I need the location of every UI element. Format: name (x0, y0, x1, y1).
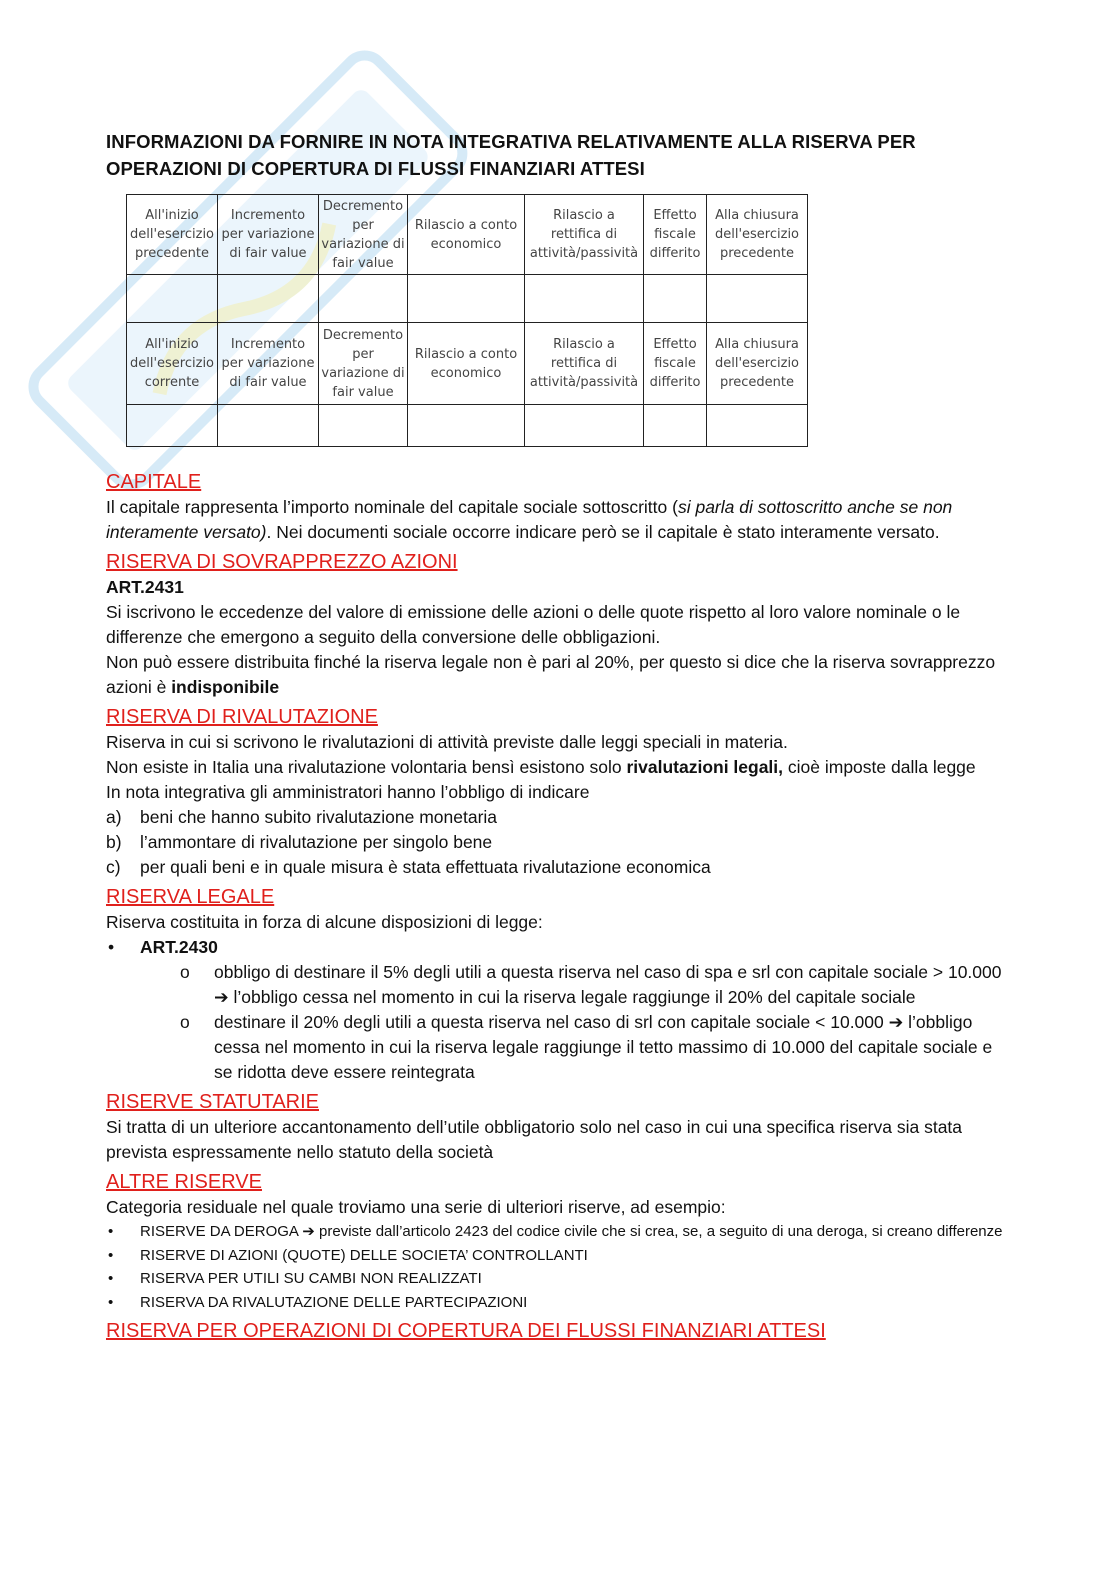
reserve-table (126, 194, 808, 447)
table-cell (707, 275, 808, 323)
capitale-text (106, 495, 1006, 545)
table-cell (408, 405, 525, 447)
text-run: l’obbligo cessa nel momento in cui la riserva legale raggiunge il 20% del capitale sociale (233, 987, 916, 1007)
legale-sublist (140, 960, 1006, 1085)
text-run: RISERVA DA RIVALUTAZIONE DELLE PARTECIPAZIONI (140, 1293, 528, 1311)
table-cell: All'inizio dell'esercizio corrente (127, 323, 218, 405)
list-item (140, 960, 1006, 1010)
text-run: l’obbligo cessa nel momento in cui la riserva legale raggiunge il tetto massimo di 10.000 del capitale sociale e se ridotta deve essere reintegrata (214, 1012, 993, 1082)
sovrapprezzo-p2 (106, 650, 1006, 700)
list-item (106, 1267, 1006, 1291)
rivalutazione-p2 (106, 755, 1006, 780)
heading-altre: ALTRE RISERVE (106, 1171, 262, 1193)
list-text: per quali beni e in quale misura è stata effettuata rivalutazione economica (140, 857, 711, 877)
text-run: . Nei documenti sociale occorre indicare però se il capitale è stato interamente versato. (266, 522, 940, 542)
bullet-icon: • (108, 1223, 114, 1240)
text-run: RISERVE DA DEROGA (140, 1223, 303, 1240)
table-cell: Effetto fiscale differito (644, 195, 707, 275)
table-cell: Effetto fiscale differito (644, 323, 707, 405)
heading-capitale: CAPITALE (106, 471, 202, 493)
list-text: beni che hanno subito rivalutazione monetaria (140, 807, 498, 827)
text-italic: si parla di sottoscritto anche se non interamente versato) (106, 497, 953, 542)
heading-legale: RISERVA LEGALE (106, 886, 275, 908)
list-item (106, 855, 1006, 880)
art-2431: ART.2431 (106, 577, 184, 597)
table-cell: All'inizio dell'esercizio precedente (127, 195, 218, 275)
bullet-icon: • (108, 1246, 114, 1264)
statutarie-p1: Si tratta di un ulteriore accantonamento dell’utile obbligatorio solo nel caso in cui una specifica riserva sia stata prevista espressamente nello statuto della società (106, 1117, 963, 1162)
table-cell: Decremento per variazione di fair value (319, 323, 408, 405)
altre-p1: Categoria residuale nel quale troviamo una serie di ulteriori riserve, ad esempio: (106, 1197, 726, 1217)
table-row (127, 195, 808, 275)
bullet-icon: • (108, 937, 115, 957)
table-cell: Incremento per variazione di fair value (218, 323, 319, 405)
table-cell: Rilascio a conto economico (408, 195, 525, 275)
table-row (127, 405, 808, 447)
text-run: obbligo di destinare il 5% degli utili a questa riserva nel caso di spa e srl con capitale sociale > 10.000 (214, 962, 1002, 982)
table-cell (408, 275, 525, 323)
table-row (127, 323, 808, 405)
arrow-right-icon: ➔ (214, 987, 234, 1007)
table-cell: Incremento per variazione di fair value (218, 195, 319, 275)
table-cell (319, 275, 408, 323)
list-marker: b) (106, 832, 122, 852)
bullet-icon: • (108, 1270, 114, 1287)
heading-sovrapprezzo: RISERVA DI SOVRAPPREZZO AZIONI (106, 551, 458, 573)
table-cell (319, 405, 408, 447)
table-cell (127, 275, 218, 323)
legale-list (106, 935, 1006, 1085)
text-bold: rivalutazioni legali, (626, 757, 784, 777)
table-cell: Alla chiusura dell'esercizio precedente (707, 195, 808, 275)
text-bold: ART.2430 (140, 937, 218, 957)
rivalutazione-p3: In nota integrativa gli amministratori hanno l’obbligo di indicare (106, 782, 590, 802)
table-cell (218, 405, 319, 447)
table-cell: Rilascio a rettifica di attività/passività (525, 323, 644, 405)
rivalutazione-list (106, 805, 1006, 880)
text-run: Il capitale rappresenta l’importo nominale del capitale sociale sottoscritto ( (106, 497, 678, 517)
text-run: RISERVA PER UTILI SU CAMBI NON REALIZZATI (140, 1270, 482, 1287)
sovrapprezzo-p1: Si iscrivono le eccedenze del valore di emissione delle azioni o delle quote rispetto al loro valore nominale o le differenze che emergono a seguito della conversione delle obbligazioni. (106, 602, 961, 647)
bullet-icon: • (108, 1293, 114, 1311)
table-cell (127, 405, 218, 447)
table-cell (218, 275, 319, 323)
list-marker: c) (106, 857, 121, 877)
text-run: cioè imposte dalla legge (783, 757, 976, 777)
list-item (106, 935, 1006, 1085)
text-run: destinare il 20% degli utili a questa riserva nel caso di srl con capitale sociale < 10.000 (214, 1012, 889, 1032)
list-text: l’ammontare di rivalutazione per singolo bene (140, 832, 493, 852)
altre-list (106, 1220, 1006, 1314)
text-bold: indisponibile (171, 677, 280, 697)
heading-rivalutazione: RISERVA DI RIVALUTAZIONE (106, 706, 378, 728)
table-cell: Rilascio a rettifica di attività/passività (525, 195, 644, 275)
list-marker: a) (106, 807, 122, 827)
list-item (106, 1291, 1006, 1315)
table-cell (644, 275, 707, 323)
heading-copertura: RISERVA PER OPERAZIONI DI COPERTURA DEI FLUSSI FINANZIARI ATTESI (106, 1320, 826, 1342)
text-run: Non può essere distribuita finché la riserva legale non è pari al 20%, per questo si dice che la riserva sovrapprezzo azioni è (106, 652, 996, 697)
table-cell (644, 405, 707, 447)
table-cell: Alla chiusura dell'esercizio precedente (707, 323, 808, 405)
text-run: previste dall’articolo 2423 del codice civile che si crea, se, a seguito di una deroga, si creano differenze (314, 1223, 1003, 1240)
table-row (127, 275, 808, 323)
document-title: INFORMAZIONI DA FORNIRE IN NOTA INTEGRATIVA RELATIVAMENTE ALLA RISERVA PER OPERAZIONI DI COPERTURA DI FLUSSI FINANZIARI ATTESI (106, 131, 916, 179)
text-run: Non esiste in Italia una rivalutazione volontaria bensì esistono solo (106, 757, 627, 777)
table-cell (707, 405, 808, 447)
table-cell (525, 405, 644, 447)
rivalutazione-p1: Riserva in cui si scrivono le rivalutazioni di attività previste dalle leggi speciali in materia. (106, 732, 788, 752)
list-item (106, 805, 1006, 830)
list-item (106, 1220, 1006, 1244)
circle-bullet-icon: o (180, 962, 190, 982)
table-cell (525, 275, 644, 323)
arrow-right-icon: ➔ (302, 1223, 315, 1240)
list-item (106, 1244, 1006, 1268)
table-cell: Rilascio a conto economico (408, 323, 525, 405)
legale-p1: Riserva costituita in forza di alcune disposizioni di legge: (106, 912, 543, 932)
document-page (106, 128, 1006, 1344)
heading-statutarie: RISERVE STATUTARIE (106, 1091, 319, 1113)
text-run: RISERVE DI AZIONI (QUOTE) DELLE SOCIETA’ CONTROLLANTI (140, 1246, 588, 1264)
circle-bullet-icon: o (180, 1012, 190, 1032)
table-cell: Decremento per variazione di fair value (319, 195, 408, 275)
list-item (106, 830, 1006, 855)
list-item (140, 1010, 1006, 1085)
arrow-right-icon: ➔ (888, 1012, 909, 1032)
